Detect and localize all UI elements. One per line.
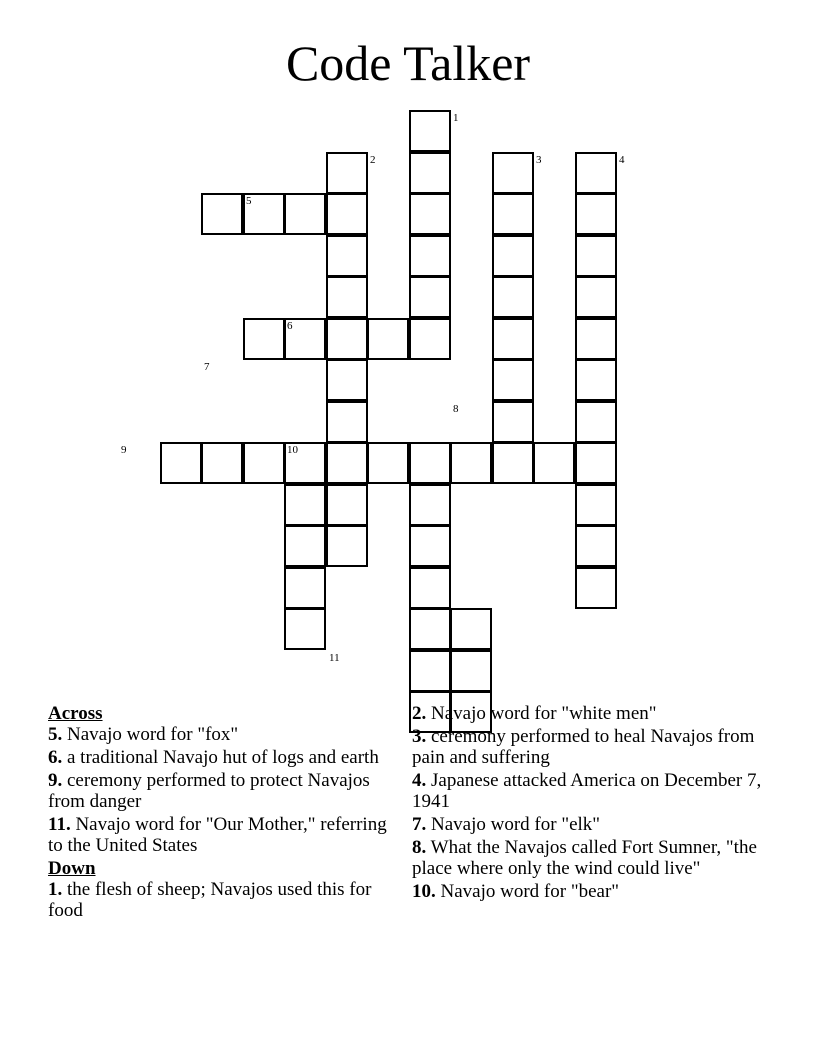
cell-number: 4: [619, 154, 625, 166]
grid-cell[interactable]: [243, 318, 285, 360]
grid-cell[interactable]: [575, 318, 617, 360]
down-clue: [412, 703, 762, 724]
grid-cell[interactable]: [326, 152, 368, 194]
cell-number: 5: [246, 195, 252, 207]
grid-cell[interactable]: [533, 442, 575, 484]
grid-cell[interactable]: [284, 193, 326, 235]
grid-cell[interactable]: [284, 484, 326, 526]
clue-text: Navajo word for "fox": [67, 724, 239, 745]
grid-cell[interactable]: [409, 650, 451, 692]
grid-cell[interactable]: [326, 525, 368, 567]
grid-cell[interactable]: [409, 567, 451, 609]
grid-cell[interactable]: [409, 110, 451, 152]
grid-cell[interactable]: [492, 442, 534, 484]
grid-cell[interactable]: [450, 442, 492, 484]
grid-cell[interactable]: [284, 525, 326, 567]
grid-cell[interactable]: [160, 442, 202, 484]
cell-number: 1: [453, 112, 459, 124]
clue-text: Navajo word for "elk": [431, 814, 601, 835]
clue-number: 9.: [48, 770, 63, 791]
down-clue: [48, 879, 388, 921]
grid-cell[interactable]: [409, 235, 451, 277]
clue-number: 6.: [48, 747, 63, 768]
clue-text: a traditional Navajo hut of logs and earth: [67, 747, 379, 768]
clue-text: Navajo word for "Our Mother," referring to the United States: [48, 814, 387, 856]
grid-cell[interactable]: [367, 318, 409, 360]
grid-cell[interactable]: [492, 276, 534, 318]
across-clue: [48, 814, 388, 856]
grid-cell[interactable]: [575, 359, 617, 401]
grid-cell[interactable]: [575, 484, 617, 526]
grid-cell[interactable]: [326, 235, 368, 277]
clue-text: Navajo word for "white men": [431, 703, 657, 724]
down-clue: [412, 770, 762, 812]
clue-number: 1.: [48, 879, 63, 900]
grid-cell[interactable]: [409, 318, 451, 360]
across-heading: Across: [48, 703, 103, 724]
grid-cell[interactable]: [409, 276, 451, 318]
down-clue: [412, 814, 762, 835]
clues-left-column: [48, 703, 388, 923]
grid-cell[interactable]: [409, 484, 451, 526]
down-clue: [412, 881, 762, 902]
grid-cell[interactable]: [575, 401, 617, 443]
cell-number: 10: [287, 444, 298, 456]
grid-cell[interactable]: [575, 442, 617, 484]
grid-cell[interactable]: [492, 401, 534, 443]
grid-cell[interactable]: [409, 608, 451, 650]
cell-number: 6: [287, 320, 293, 332]
grid-cell[interactable]: [201, 442, 243, 484]
grid-cell[interactable]: [492, 235, 534, 277]
down-clue: [412, 837, 762, 879]
grid-cell[interactable]: [492, 359, 534, 401]
cell-number: 11: [329, 652, 340, 664]
across-clue: [48, 747, 388, 768]
clue-number: 3.: [412, 726, 427, 747]
down-clue: [412, 726, 762, 768]
clue-text: Navajo word for "bear": [440, 881, 620, 902]
grid-cell[interactable]: [326, 442, 368, 484]
clue-number: 10.: [412, 881, 436, 902]
grid-cell[interactable]: [492, 318, 534, 360]
cell-number: 7: [204, 361, 210, 373]
clue-number: 2.: [412, 703, 427, 724]
down-heading: Down: [48, 858, 96, 879]
grid-cell[interactable]: [326, 276, 368, 318]
clue-text: Japanese attacked America on December 7, 1941: [412, 770, 762, 812]
clue-number: 11.: [48, 814, 71, 835]
grid-cell[interactable]: [284, 608, 326, 650]
grid-cell[interactable]: [326, 318, 368, 360]
clue-number: 5.: [48, 724, 63, 745]
grid-cell[interactable]: [409, 152, 451, 194]
clues-right-column: [412, 703, 762, 904]
clue-number: 7.: [412, 814, 427, 835]
clue-text: What the Navajos called Fort Sumner, "the place where only the wind could live": [412, 837, 757, 879]
grid-cell[interactable]: [409, 193, 451, 235]
page-title: Code Talker: [285, 35, 531, 91]
grid-cell[interactable]: [409, 442, 451, 484]
clue-text: ceremony performed to heal Navajos from pain and suffering: [412, 726, 755, 768]
grid-cell[interactable]: [575, 152, 617, 194]
grid-cell[interactable]: [450, 650, 492, 692]
grid-cell[interactable]: [492, 193, 534, 235]
grid-cell[interactable]: [243, 442, 285, 484]
grid-cell[interactable]: [575, 567, 617, 609]
grid-cell[interactable]: [575, 193, 617, 235]
cell-number: 3: [536, 154, 542, 166]
clue-number: 8.: [412, 837, 427, 858]
cell-number: 2: [370, 154, 376, 166]
grid-cell[interactable]: [575, 235, 617, 277]
grid-cell[interactable]: [575, 276, 617, 318]
grid-cell[interactable]: [367, 442, 409, 484]
clue-text: ceremony performed to protect Navajos from danger: [48, 770, 370, 812]
grid-cell[interactable]: [326, 193, 368, 235]
clue-number: 4.: [412, 770, 427, 791]
grid-cell[interactable]: [201, 193, 243, 235]
grid-cell[interactable]: [409, 525, 451, 567]
grid-cell[interactable]: [284, 567, 326, 609]
grid-cell[interactable]: [326, 359, 368, 401]
cell-number: 8: [453, 403, 459, 415]
grid-cell[interactable]: [492, 152, 534, 194]
clue-text: the flesh of sheep; Navajos used this for food: [48, 879, 372, 921]
grid-cell[interactable]: [575, 525, 617, 567]
across-clue: [48, 770, 388, 812]
grid-cell[interactable]: [326, 484, 368, 526]
across-clue: [48, 724, 388, 745]
grid-cell[interactable]: [326, 401, 368, 443]
cell-number: 9: [121, 444, 127, 456]
grid-cell[interactable]: [450, 608, 492, 650]
